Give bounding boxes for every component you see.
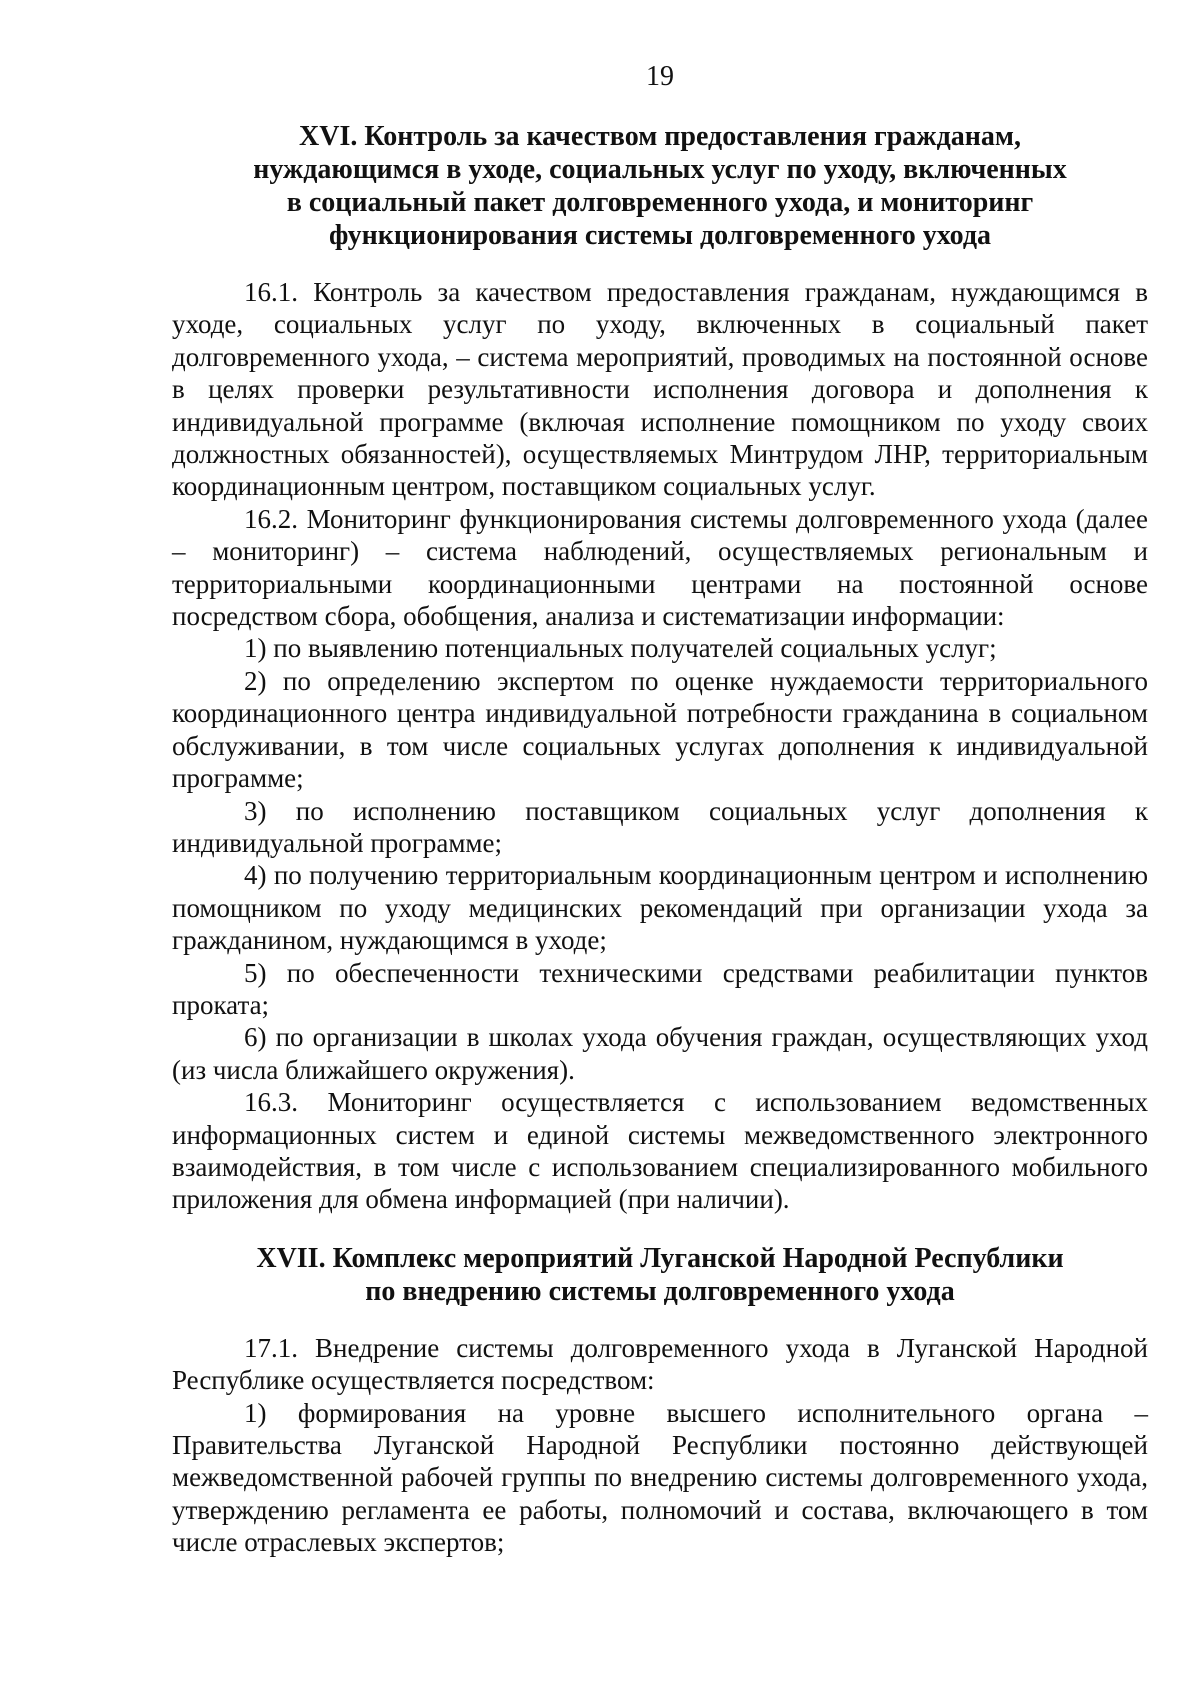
heading-line: функционирования системы долговременного ухода [328,220,991,251]
section-17-body [172,1332,1148,1559]
list-item-2: 2) по определению экспертом по оценке нуждаемости территориального координационного центра индивидуальной потребности гражданина в социальном обслуживании, в том числе социальных услугах дополнения к индивидуальной программе; [172,665,1148,794]
section-16-body [172,276,1148,1216]
document-page [172,60,1148,1559]
paragraph-16-3: 16.3. Мониторинг осуществляется с использованием ведомственных информационных систем и единой системы межведомственного электронного взаимодействия, в том числе с использованием специализированного мобильного приложения для обмена информацией (при наличии). [172,1087,1148,1215]
list-item-6: 6) по организации в школах ухода обучения граждан, осуществляющих уход (из числа ближайшего окружения). [172,1022,1148,1085]
heading-line: XVI. Контроль за качеством предоставления гражданам, [299,121,1021,152]
list-item-4: 4) по получению территориальным координационным центром и исполнению помощником по уходу медицинских рекомендаций при организации ухода за гражданином, нуждающимся в уходе; [172,860,1148,956]
page-number: 19 [646,61,674,92]
list-item-17-1: 1) формирования на уровне высшего исполнительного органа – Правительства Луганской Народной Республики постоянно действующей межведомственной рабочей группы по внедрению системы долговременного ухода, утверждению регламента ее работы, полномочий и состава, включающего в том числе отраслевых экспертов; [172,1397,1148,1558]
heading-line: нуждающимся в уходе, социальных услуг по уходу, включенных [253,154,1067,185]
section-17-heading [172,1242,1148,1308]
heading-line: в социальный пакет долговременного ухода, и мониторинг [286,187,1034,218]
paragraph-16-2: 16.2. Мониторинг функционирования системы долговременного ухода (далее – мониторинг) – система наблюдений, осуществляемых региональным и территориальными координационными центрами на постоянной основе посредством сбора, обобщения, анализа и систематизации информации: [172,503,1148,632]
list-item-1: 1) по выявлению потенциальных получателей социальных услуг; [244,633,997,664]
section-16-heading [172,120,1148,252]
paragraph-17-1: 17.1. Внедрение системы долговременного ухода в Луганской Народной Республике осуществляется посредством: [172,1332,1148,1396]
heading-line: XVII. Комплекс мероприятий Луганской Народной Республики [256,1242,1064,1274]
paragraph-16-1: 16.1. Контроль за качеством предоставления гражданам, нуждающимся в уходе, социальных услуг по уходу, включенных в социальный пакет долговременного ухода, – система мероприятий, проводимых на постоянной основе в целях проверки результативности исполнения договора и дополнения к индивидуальной программе (включая исполнение помощником по уходу своих должностных обязанностей), осуществляемых Минтрудом ЛНР, территориальным координационным центром, поставщиком социальных услуг. [172,277,1148,502]
list-item-3: 3) по исполнению поставщиком социальных услуг дополнения к индивидуальной программе; [172,795,1148,858]
list-item-5: 5) по обеспеченности техническими средствами реабилитации пунктов проката; [172,957,1148,1020]
heading-line: по внедрению системы долговременного ухода [365,1275,955,1307]
